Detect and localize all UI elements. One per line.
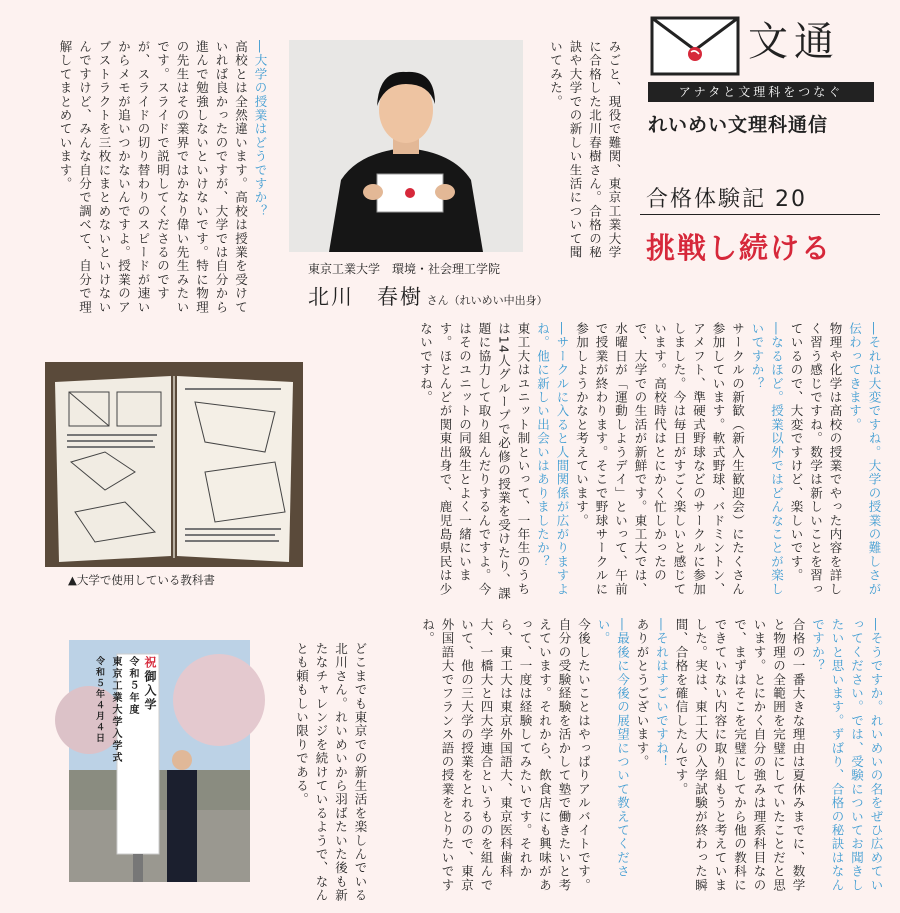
question-paragraph: ―そうですか。れいめいの名をぜひ広めていってください。では、受験についてお聞きしたいと思います。ずばり、合格の秘訣はなんですか？ (810, 618, 884, 892)
sign-line2: 東京工業大学入学式 (110, 656, 121, 764)
profile-name-line (308, 281, 548, 311)
question-paragraph: ―大学の授業はどうですか？ (253, 40, 268, 219)
question-paragraph: ―なるほど。授業以外ではどんなことが楽しいですか？ (750, 322, 785, 596)
series-label: 合格体験記 20 (646, 187, 807, 212)
question-paragraph: ―サークルに入ると人間関係が広がりますよね。他に新しい出会いはありましたか？ (535, 322, 570, 596)
sign-small: 祝 (143, 656, 157, 670)
answer-paragraph: 東工大はユニット制といって、一年生のうちは14人グループで必修の授業を受けたり、課題に協力して取り組んだりするんですよ。今はそのユニットの同級生とよく一緒にいます。ほとんどが関東出身で、鹿児島県民は少ないですね。 (418, 322, 531, 601)
column-left-top (14, 40, 270, 322)
lead-text (536, 40, 624, 270)
answer-paragraph: 今後したいことはやっぱりアルバイトです。自分の受験経験を活かして塾で働きたいと考えています。それから、飲食店にも興味があって、一度は経験してみたいです。それから、東工大は東京外国語大、東京医科歯科大、一橋大と四大学連合というものを組んでいて、他の三大学の授業をとれるので、東京外国語大でフランス語の授業をとりたいですね。 (420, 618, 592, 892)
textbook-caption: ▲大学で使用している教科書 (68, 573, 215, 587)
answer-paragraph: 高校とは全然違います。高校は授業を受けていれば良かったのですが、大学では自分から進んで勉強しないといけないです。特に物理の先生はその業界ではかなり偉い先生みたいです。スライドで説明してくださるのですが、スライドの切り替わりのスピードが速いからメモが追いつかないんですよ。授業のアブストラクトを三枚にまとめないといけないんですけど、みんな自分で調べて、自分で理解してまとめています。 (58, 40, 249, 314)
answer-paragraph: 物理や化学は高校の授業でやった内容を詳しく習う感じですね。数学は新しいことを習っているので、大変ですけど、楽しいです。 (789, 322, 843, 596)
series-divider (640, 214, 880, 215)
masthead-tagline: アナタと文理科をつなぐ (648, 82, 874, 102)
portrait-photo (289, 40, 523, 252)
lead-paragraph: みごと、現役で難関、東京工業大学に合格した北川春樹さん。合格の秘訣や大学での新しい生活について聞いてみた。 (548, 40, 622, 260)
column-left-bottom (272, 642, 370, 904)
question-paragraph: ―最後に今後の展望について教えてください。 (596, 618, 631, 879)
answer-paragraph: ありがとうございます。 (635, 618, 650, 769)
profile-suffix: さん（れいめい中出身） (426, 294, 548, 307)
article-headline: 挑戦し続ける (646, 231, 833, 265)
sign-date: 令和５年４月４日 (94, 656, 104, 744)
column-right-top (420, 618, 886, 902)
sign-main: 祝御入学 (143, 656, 157, 712)
answer-paragraph: サークルの新歓（新入生歓迎会）にたくさん参加しています。軟式野球、バドミントン、アメフト、準硬式野球などのサークルに参加しました。今は毎日がすごく楽しいと感じています。高校時代はとにかく忙しかったので、大学での生活が新鮮です。東工大では、水曜日が「運動しようデイ」といって、午前で授業が終わります。そこで野球サークルに参加しようかなと考えています。 (574, 322, 746, 596)
envelope-logo-icon (650, 16, 740, 76)
masthead-title: 文通 (748, 19, 840, 65)
masthead-subtitle: れいめい文理科通信 (648, 114, 829, 136)
question-paragraph: ―それはすごいですね！ (654, 618, 670, 769)
question-paragraph: ―それは大変ですね。大学の授業の難しさが伝わってきます。 (847, 322, 882, 596)
profile-name: 北川 春樹 (308, 285, 423, 309)
textbook-photo (45, 362, 303, 567)
column-right-middle (336, 322, 884, 608)
sign-line1: 令和５年度 (127, 656, 138, 716)
profile-school: 東京工業大学 環境・社会理工学院 (308, 262, 501, 276)
answer-paragraph: 合格の一番大きな理由は夏休みまでに、数学と物理の全範囲を完璧にしていたことだと思います。とにかく自分の強みは理系科目なので、まずはそこを完璧にしてから他の教科にできていない内容に取り組もうと考えていました。実は、東工大の入学試験が終わった瞬間、合格を確信したんです。 (674, 618, 806, 892)
ceremony-sign (94, 656, 158, 866)
answer-paragraph: どこまでも東京での新生活を楽しんでいる北川さん。れいめいから羽ばたいた後も新たなチャレンジを続けているようで、なんとも頼もしい限りである。 (294, 642, 368, 903)
